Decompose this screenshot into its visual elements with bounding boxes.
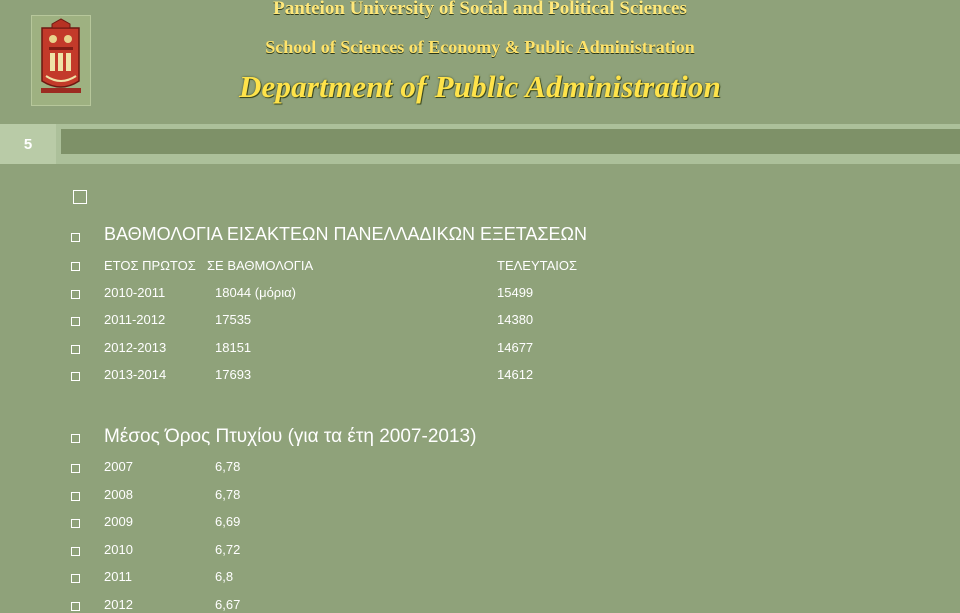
bullet-square-icon [71,372,80,381]
school-name: School of Sciences of Economy & Public Administration [265,37,695,57]
bullet-square-icon [71,345,80,354]
section1-title: ΒΑΘΜΟΛΟΓΙΑ ΕΙΣΑΚΤΕΩΝ ΠΑΝΕΛΛΑΔΙΚΩΝ ΕΞΕΤΑΣΕΩΝ [104,224,587,244]
bullet-square-icon [71,574,80,583]
bullet-square-icon [71,547,80,556]
table-row-year: 2012-2013 [104,340,167,355]
list-item-value: 6,8 [215,569,234,584]
header-col3: ΤΕΛΕΥΤΑΙΟΣ [497,258,578,273]
table-row-last: 14380 [497,312,534,327]
table-row-first: 17693 [215,367,252,382]
bullet-square-icon [71,233,80,242]
list-item-value: 6,78 [215,459,241,474]
bullet-square-icon [71,464,80,473]
bullet-square-icon [71,492,80,501]
list-item-value: 6,67 [215,597,241,612]
slide-number: 5 [0,124,56,164]
list-item-value: 6,78 [215,487,241,502]
bullet-square-icon [71,290,80,299]
bullet-square-icon [73,190,87,204]
bullet-square-icon [71,602,80,611]
list-item-value: 6,72 [215,542,241,557]
department-title: Department of Public Administration [238,69,722,104]
table-row-last: 14612 [497,367,534,382]
section2-title: Μέσος Όρος Πτυχίου (για τα έτη 2007-2013) [104,426,477,447]
slide-content [0,166,960,613]
list-item-year: 2007 [104,459,133,474]
list-item-year: 2008 [104,487,133,502]
table-row-first: 18151 [215,340,252,355]
university-name: Panteion University of Social and Political Sciences [273,0,687,19]
table-row-year: 2010-2011 [104,285,166,300]
list-item-year: 2012 [104,597,133,612]
slide-band-inner [61,129,960,154]
header-col1: ΕΤΟΣ ΠΡΩΤΟΣ [104,258,196,273]
bullet-square-icon [71,434,80,443]
bullet-square-icon [71,262,80,271]
table-row-year: 2011-2012 [104,312,166,327]
list-item-year: 2010 [104,542,133,557]
table-row-last: 14677 [497,340,534,355]
bullet-square-icon [71,519,80,528]
bullet-square-icon [71,317,80,326]
table-row-last: 15499 [497,285,534,300]
header-col2: ΣΕ ΒΑΘΜΟΛΟΓΙΑ [207,258,314,273]
table-row-first: 17535 [215,312,252,327]
list-item-year: 2011 [104,569,132,584]
header [0,0,960,118]
slide-band [0,124,960,164]
list-item-value: 6,69 [215,514,241,529]
table-row-first: 18044 (μόρια) [215,285,296,300]
table-row-year: 2013-2014 [104,367,167,382]
list-item-year: 2009 [104,514,133,529]
